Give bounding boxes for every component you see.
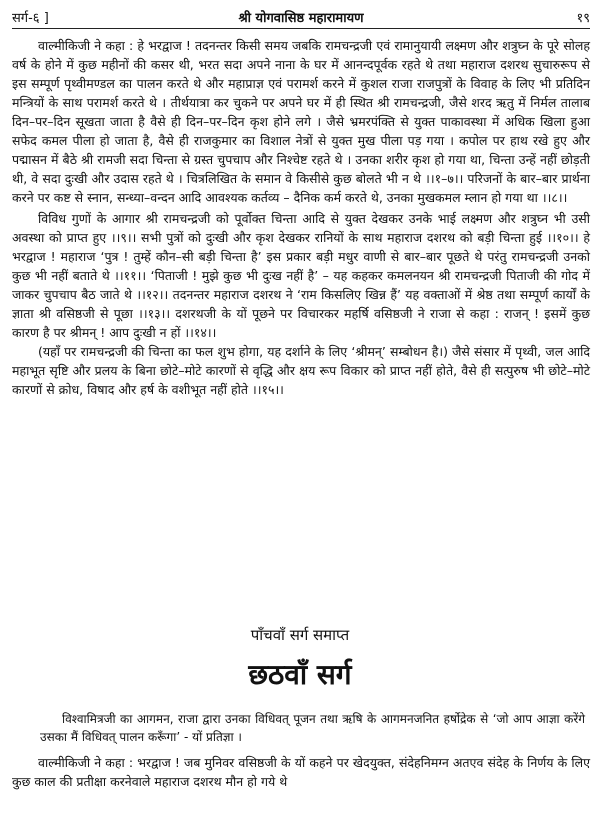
chapter-opening [12,753,590,791]
chapter-title: छठवाँ सर्ग [248,658,352,691]
chapter-end-note: पाँचवाँ सर्ग समाप्त [250,626,350,644]
paragraph: (यहाँ पर रामचन्द्रजी की चिन्ता का फल शुभ होगा, यह दर्शाने के लिए ‘श्रीमन्’ सम्बोधन है।) जैसे संसार में पृथ्वी, जल आदि महाभूत सृष्टि और प्रलय के बिना छोटे–मोटे कारणों से वृद्धि और क्षय रूप विकार को प्राप्त नहीं होते, वैसे ही सत्पुरुष भी छोटे–मोटे कारणों से क्रोध, विषाद और हर्ष के वशीभूत नहीं होते ।।१५।। [12,344,590,397]
paragraph: वाल्मीकिजी ने कहा : भरद्वाज ! जब मुनिवर वसिष्ठजी के यों कहने पर खेदयुक्त, संदेहनिमग्न अतएव संदेह के निर्णय के लिए कुछ काल की प्रतीक्षा करनेवाले महाराज दशरथ मौन हो गये थे [12,755,590,789]
chapter-summary [40,710,585,746]
page-number: १९ [576,11,590,26]
paragraph: विविध गुणों के आगार श्री रामचन्द्रजी को पूर्वोक्त चिन्ता आदि से युक्त देखकर उनके भाई लक्ष्मण और शत्रुघ्न भी उसी अवस्था को प्राप्त हुए ।।९।। सभी पुत्रों को दुःखी और कृश देखकर रानियों के साथ महाराज दशरथ को बड़ी चिन्ता हुई ।।१०।। हे भरद्वाज ! महाराज ‘पुत्र ! तुम्हें कौन–सी बड़ी चिन्ता है’ इस प्रकार बड़ी मधुर वाणी से बार–बार पूछते थे परंतु रामचन्द्रजी उनको कुछ भी नहीं बताते थे ।।११।। ‘पिताजी ! मुझे कुछ भी दुःख नहीं है’ – यह कहकर कमलनयन श्री रामचन्द्रजी पिताजी की गोद में जाकर चुपचाप बैठ जाते थे ।।१२।। तदनन्तर महाराज दशरथ ने ‘राम किसलिए खिन्न हैं’ यह वक्ताओं में श्रेष्ठ तथा सम्पूर्ण कार्यों के ज्ञाता श्री वसिष्ठजी से पूछा ।।१३।। दशरथजी के यों पूछने पर विचारकर महर्षि वसिष्ठजी ने राजा से कहा : राजन् ! इसमें कुछ कारण है पर श्रीमन् ! आप दुःखी न हों ।।१४।। [12,211,590,340]
book-title: श्री योगवासिष्ठ महारामायण [238,11,364,26]
page-header [12,6,590,29]
chapter-marker: सर्ग-६ ] [12,11,49,26]
summary-text: विश्वामित्रजी का आगमन, राजा द्वारा उनका विधिवत् पूजन तथा ऋषि के आगमनजनित हर्षोद्रेक से ‘जो आप आज्ञा करेंगे उसका मैं विधिवत् पालन करूँगा’ - यों प्रतिज्ञा । [40,712,585,744]
main-text [12,36,590,399]
paragraph: वाल्मीकिजी ने कहा : हे भरद्वाज ! तदनन्तर किसी समय जबकि रामचन्द्रजी एवं रामानुयायी लक्ष्मण और शत्रुघ्न के पूरे सोलह वर्ष के होने में कुछ महीनों की कसर थी, भरत सदा अपने नाना के घर में आनन्दपूर्वक रहते थे तथा महाराज दशरथ सुचारुरूप से इस सम्पूर्ण पृथ्वीमण्डल का पालन करते थे और महाप्राज्ञ एवं परामर्श करने में कुशल राजा राजपुत्रों के विवाह के लिए भी प्रतिदिन मन्त्रियों के साथ परामर्श करते थे । तीर्थयात्रा कर चुकने पर अपने घर में ही स्थित श्री रामचन्द्रजी, जैसे शरद ऋतु में निर्मल तालाब दिन–पर–दिन सूखता जाता है वैसे ही दिन–पर–दिन कृश होने लगे । जैसे भ्रमरपंक्ति से युक्त पाकावस्था में अधिक खिला हुआ सफेद कमल पीला हो जाता है, वैसे ही राजकुमार का विशाल नेत्रों से युक्त मुख पीला पड़ गया । कपोल पर हाथ रखे हुए और पद्मासन में बैठे श्री रामजी सदा चिन्ता से ग्रस्त चुपचाप और निश्चेष्ट रहते थे । उनका शरीर कृश हो गया था, चिन्ता उन्हें नहीं छोड़ती थी, वे सदा दुःखी और उदास रहते थे । चित्रलिखित के समान वे किसीसे कुछ बोलते भी न थे ।।१–७।। परिजनों के बार–बार प्रार्थना करने पर कष्ट से स्नान, सन्ध्या–वन्दन आदि आवश्यक कर्तव्य – दैनिक कर्म करते थे, उनका मुखकमल म्लान हो गया था ।।८।। [12,38,590,205]
